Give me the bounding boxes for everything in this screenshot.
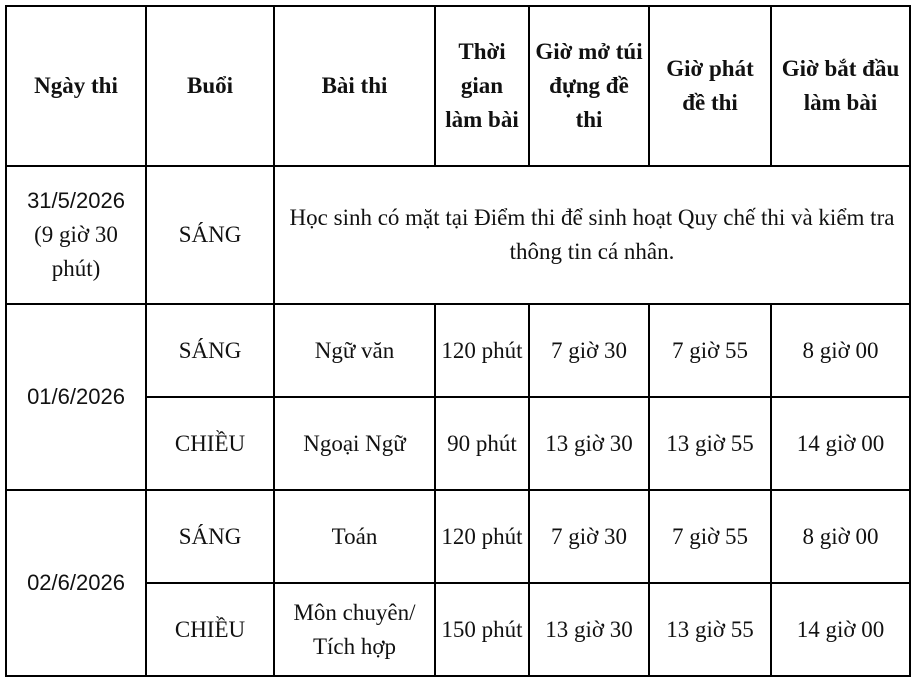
exam-schedule-table: [5, 5, 911, 677]
table-body: [6, 166, 910, 676]
distribute-cell: 7 giờ 55: [649, 490, 771, 583]
subject-cell: Môn chuyên/ Tích hợp: [274, 583, 435, 676]
header-open-envelope: Giờ mở túi đựng đề thi: [529, 6, 649, 166]
time-text: (9 giờ 30 phút): [34, 222, 118, 281]
distribute-cell: 7 giờ 55: [649, 304, 771, 397]
start-cell: 8 giờ 00: [771, 490, 910, 583]
table-row: [6, 490, 910, 583]
open-envelope-cell: 7 giờ 30: [529, 490, 649, 583]
header-date: Ngày thi: [6, 6, 146, 166]
subject-cell: Ngữ văn: [274, 304, 435, 397]
session-cell: SÁNG: [146, 490, 274, 583]
header-distribute: Giờ phát đề thi: [649, 6, 771, 166]
open-envelope-cell: 13 giờ 30: [529, 583, 649, 676]
start-cell: 14 giờ 00: [771, 397, 910, 490]
date-cell: 01/6/2026: [6, 304, 146, 490]
session-cell: CHIỀU: [146, 397, 274, 490]
open-envelope-cell: 7 giờ 30: [529, 304, 649, 397]
distribute-cell: 13 giờ 55: [649, 583, 771, 676]
start-cell: 14 giờ 00: [771, 583, 910, 676]
duration-cell: 120 phút: [435, 490, 529, 583]
duration-cell: 90 phút: [435, 397, 529, 490]
distribute-cell: 13 giờ 55: [649, 397, 771, 490]
session-cell: CHIỀU: [146, 583, 274, 676]
date-cell: 02/6/2026: [6, 490, 146, 676]
session-cell: SÁNG: [146, 304, 274, 397]
session-cell: SÁNG: [146, 166, 274, 304]
table-row: [6, 166, 910, 304]
open-envelope-cell: 13 giờ 30: [529, 397, 649, 490]
note-cell: Học sinh có mặt tại Điểm thi để sinh hoạt Quy chế thi và kiểm tra thông tin cá nhân.: [274, 166, 910, 304]
table-row: [6, 304, 910, 397]
header-row: [6, 6, 910, 166]
subject-cell: Ngoại Ngữ: [274, 397, 435, 490]
duration-cell: 150 phút: [435, 583, 529, 676]
header-subject: Bài thi: [274, 6, 435, 166]
header-session: Buổi: [146, 6, 274, 166]
duration-cell: 120 phút: [435, 304, 529, 397]
header-duration: Thời gian làm bài: [435, 6, 529, 166]
subject-cell: Toán: [274, 490, 435, 583]
table-header: [6, 6, 910, 166]
start-cell: 8 giờ 00: [771, 304, 910, 397]
header-start: Giờ bắt đầu làm bài: [771, 6, 910, 166]
date-text: 31/5/2026: [27, 188, 125, 213]
date-cell: [6, 166, 146, 304]
